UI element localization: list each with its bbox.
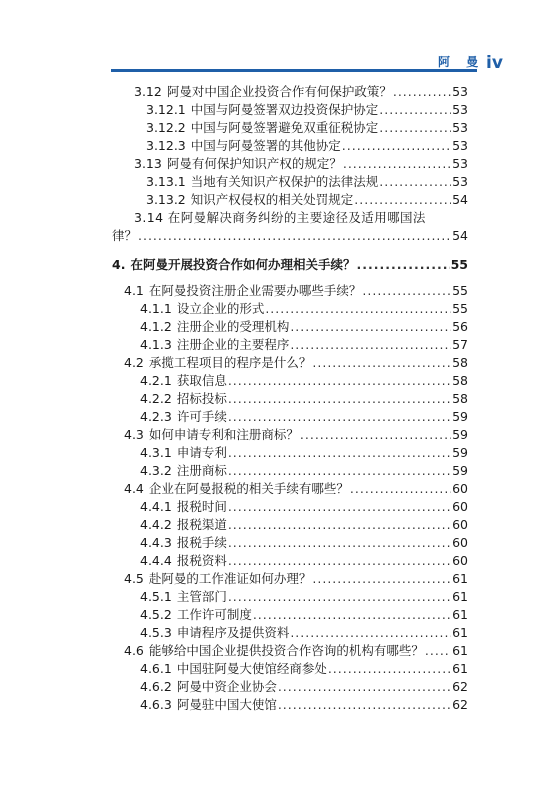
toc-entry-number: 4.1 (124, 283, 144, 298)
toc-entry-title: 阿曼驻中国大使馆 (176, 697, 277, 712)
toc-entry[interactable] (140, 317, 468, 336)
toc-entry-number: 4.4.2 (140, 517, 172, 532)
toc-entry[interactable] (146, 190, 468, 209)
leader-dots (253, 605, 451, 624)
toc-entry-number: 4.4.1 (140, 499, 172, 514)
toc-entry-title: 在阿曼投资注册企业需要办哪些手续？ (148, 283, 362, 298)
toc-entry-number: 4.5 (124, 571, 144, 586)
toc-entry-page: 53 (452, 120, 468, 135)
leader-dots (350, 479, 451, 498)
leader-dots (290, 335, 451, 354)
leader-dots (312, 569, 451, 588)
toc-entry-page: 60 (452, 481, 468, 496)
leader-dots (228, 407, 451, 426)
leader-dots (228, 389, 451, 408)
leader-dots (228, 587, 451, 606)
toc-entry[interactable] (124, 281, 468, 300)
toc-entry-title: 企业在阿曼报税的相关手续有哪些？ (148, 481, 349, 496)
leader-dots (425, 641, 451, 660)
toc-entry[interactable] (140, 659, 468, 678)
toc-entry-number: 4.6.2 (140, 679, 172, 694)
toc-entry-page: 53 (452, 138, 468, 153)
toc-entry-number: 3.12.1 (146, 102, 186, 117)
toc-entry-title: 中国与阿曼签署避免双重征税协定 (190, 120, 379, 135)
toc-entry[interactable] (134, 82, 468, 101)
toc-entry-title: 中国与阿曼签署的其他协定 (190, 138, 341, 153)
toc-entry-number: 4.6.3 (140, 697, 172, 712)
toc-entry-page: 60 (452, 535, 468, 550)
toc-entry-page: 61 (452, 661, 468, 676)
toc-entry-page: 53 (452, 84, 468, 99)
leader-dots (278, 677, 451, 696)
toc-entry-page: 59 (452, 445, 468, 460)
toc-entry-page: 61 (452, 625, 468, 640)
toc-entry-number: 4.5.3 (140, 625, 172, 640)
toc-entry-title-line1[interactable]: 3.14 在阿曼解决商务纠纷的主要途径及适用哪国法 (134, 210, 426, 225)
toc-entry-page: 59 (452, 427, 468, 442)
toc-entry-page: 61 (452, 589, 468, 604)
toc-entry-title: 报税时间 (176, 499, 227, 514)
toc-entry-title: 主管部门 (176, 589, 227, 604)
toc-entry[interactable] (124, 353, 468, 372)
leader-dots (228, 371, 451, 390)
leader-dots (379, 100, 451, 119)
toc-entry-number: 3.12 (134, 84, 162, 99)
toc-entry-title: 报税手续 (176, 535, 227, 550)
leader-dots (228, 515, 451, 534)
toc-entry-page: 53 (452, 174, 468, 189)
toc-entry-page: 53 (452, 102, 468, 117)
toc-entry[interactable] (140, 407, 468, 426)
leader-dots (354, 190, 451, 209)
toc-entry[interactable] (124, 641, 468, 660)
toc-entry-number: 4.5.1 (140, 589, 172, 604)
leader-dots (228, 551, 451, 570)
toc-entry-number: 3.13 (134, 156, 162, 171)
toc-entry-number: 4.4.4 (140, 553, 172, 568)
toc-entry-title: 获取信息 (176, 373, 227, 388)
toc-entry-title: 如何申请专利和注册商标？ (148, 427, 299, 442)
toc-entry-number: 4.5.2 (140, 607, 172, 622)
toc-entry[interactable] (146, 118, 468, 137)
toc-entry-page: 54 (452, 228, 468, 243)
toc-entry-title: 律？ (112, 228, 138, 243)
toc-entry-title: 在阿曼开展投资合作如何办理相关手续？ (130, 257, 356, 272)
toc-entry-page: 60 (452, 553, 468, 568)
toc-entry[interactable] (112, 226, 468, 245)
leader-dots (343, 154, 451, 173)
toc-entry[interactable] (146, 100, 468, 119)
toc-entry-title: 注册商标 (176, 463, 227, 478)
toc-entry[interactable] (140, 587, 468, 606)
leader-dots (356, 255, 449, 274)
toc-entry-number: 4.4.3 (140, 535, 172, 550)
leader-dots (290, 623, 451, 642)
toc-entry[interactable] (140, 389, 468, 408)
toc-entry-title: 注册企业的受理机构 (176, 319, 290, 334)
toc-entry-title: 阿曼中资企业协会 (176, 679, 277, 694)
toc-entry-number: 3.12.3 (146, 138, 186, 153)
toc-entry-title: 阿曼对中国企业投资合作有何保护政策？ (166, 84, 392, 99)
toc-entry-number: 4. (112, 257, 126, 272)
leader-dots (312, 353, 451, 372)
leader-dots (393, 82, 451, 101)
toc-entry-page: 58 (452, 391, 468, 406)
toc-entry[interactable] (124, 479, 468, 498)
leader-dots (228, 497, 451, 516)
toc-entry-title: 工作许可制度 (176, 607, 252, 622)
leader-dots (328, 659, 451, 678)
toc-entry-page: 55 (450, 257, 468, 272)
toc-entry-page: 60 (452, 499, 468, 514)
header-rule (111, 69, 477, 72)
toc-entry[interactable] (140, 695, 468, 714)
toc-entry[interactable] (146, 136, 468, 155)
leader-dots (265, 299, 451, 318)
toc-entry-title: 申请程序及提供资料 (176, 625, 290, 640)
toc-entry[interactable] (140, 335, 468, 354)
toc-entry-number: 4.2 (124, 355, 144, 370)
toc-entry-title: 报税渠道 (176, 517, 227, 532)
toc-entry-number: 4.1.3 (140, 337, 172, 352)
toc-entry-title: 注册企业的主要程序 (176, 337, 290, 352)
toc-entry-number: 4.2.3 (140, 409, 172, 424)
toc-entry-page: 61 (452, 607, 468, 622)
leader-dots (300, 425, 451, 444)
leader-dots (290, 317, 451, 336)
toc-entry-title: 中国与阿曼签署双边投资保护协定 (190, 102, 379, 117)
leader-dots (138, 226, 451, 245)
toc-entry[interactable] (134, 154, 468, 173)
toc-entry-title: 赴阿曼的工作准证如何办理？ (148, 571, 312, 586)
toc-entry[interactable] (140, 623, 468, 642)
toc-entry-title: 报税资料 (176, 553, 227, 568)
toc-entry-title: 承揽工程项目的程序是什么？ (148, 355, 312, 370)
toc-chapter-entry[interactable] (112, 255, 468, 274)
toc-entry-page: 56 (452, 319, 468, 334)
toc-entry-page: 61 (452, 643, 468, 658)
toc-entry-number: 4.3.1 (140, 445, 172, 460)
leader-dots (362, 281, 451, 300)
toc-entry-number: 3.13.1 (146, 174, 186, 189)
toc-entry[interactable] (140, 605, 468, 624)
leader-dots (379, 172, 451, 191)
toc-entry-title: 中国驻阿曼大使馆经商参处 (176, 661, 327, 676)
toc-entry-number: 4.3 (124, 427, 144, 442)
toc-entry[interactable] (140, 299, 468, 318)
leader-dots (342, 136, 451, 155)
toc-entry-page: 55 (452, 283, 468, 298)
toc-entry-title: 许可手续 (176, 409, 227, 424)
toc-entry-number: 4.1.2 (140, 319, 172, 334)
toc-entry-number: 4.1.1 (140, 301, 172, 316)
toc-entry[interactable] (140, 551, 468, 570)
toc-entry-title: 申请专利 (176, 445, 227, 460)
toc-entry-number: 4.6 (124, 643, 144, 658)
toc-entry-page: 54 (452, 192, 468, 207)
toc-entry-page: 57 (452, 337, 468, 352)
leader-dots (278, 695, 451, 714)
toc-entry[interactable] (124, 425, 468, 444)
toc-entry-page: 62 (452, 679, 468, 694)
toc-entry-page: 59 (452, 463, 468, 478)
running-header-title: 阿 曼 (438, 55, 485, 69)
leader-dots (228, 533, 451, 552)
toc-entry[interactable] (140, 461, 468, 480)
toc-entry-page: 58 (452, 373, 468, 388)
toc-entry-page: 53 (452, 156, 468, 171)
toc-entry[interactable] (140, 533, 468, 552)
toc-entry[interactable] (140, 371, 468, 390)
toc-entry-page: 59 (452, 409, 468, 424)
leader-dots (228, 461, 451, 480)
toc-entry[interactable] (146, 172, 468, 191)
toc-entry-page: 62 (452, 697, 468, 712)
leader-dots (228, 443, 451, 462)
toc-entry-number: 3.12.2 (146, 120, 186, 135)
toc-entry-number: 4.6.1 (140, 661, 172, 676)
toc-entry[interactable] (140, 515, 468, 534)
toc-entry-number: 4.3.2 (140, 463, 172, 478)
toc-entry-page: 58 (452, 355, 468, 370)
page-number: iv (486, 53, 503, 73)
toc-entry-page: 55 (452, 301, 468, 316)
toc-entry-page: 60 (452, 517, 468, 532)
toc-entry-title: 能够给中国企业提供投资合作咨询的机构有哪些？ (148, 643, 424, 658)
toc-entry[interactable] (140, 497, 468, 516)
toc-entry[interactable] (124, 569, 468, 588)
toc-entry[interactable] (140, 443, 468, 462)
toc-entry-page: 61 (452, 571, 468, 586)
toc-entry-title: 设立企业的形式 (176, 301, 265, 316)
toc-entry-title: 当地有关知识产权保护的法律法规 (190, 174, 379, 189)
toc-entry[interactable] (140, 677, 468, 696)
toc-entry-number: 4.4 (124, 481, 144, 496)
leader-dots (379, 118, 451, 137)
toc-entry-number: 4.2.1 (140, 373, 172, 388)
toc-entry-title: 阿曼有何保护知识产权的规定？ (166, 156, 342, 171)
toc-entry-number: 4.2.2 (140, 391, 172, 406)
toc-entry-title: 招标投标 (176, 391, 227, 406)
toc-entry-number: 3.13.2 (146, 192, 186, 207)
toc-entry-title: 知识产权侵权的相关处罚规定 (190, 192, 354, 207)
